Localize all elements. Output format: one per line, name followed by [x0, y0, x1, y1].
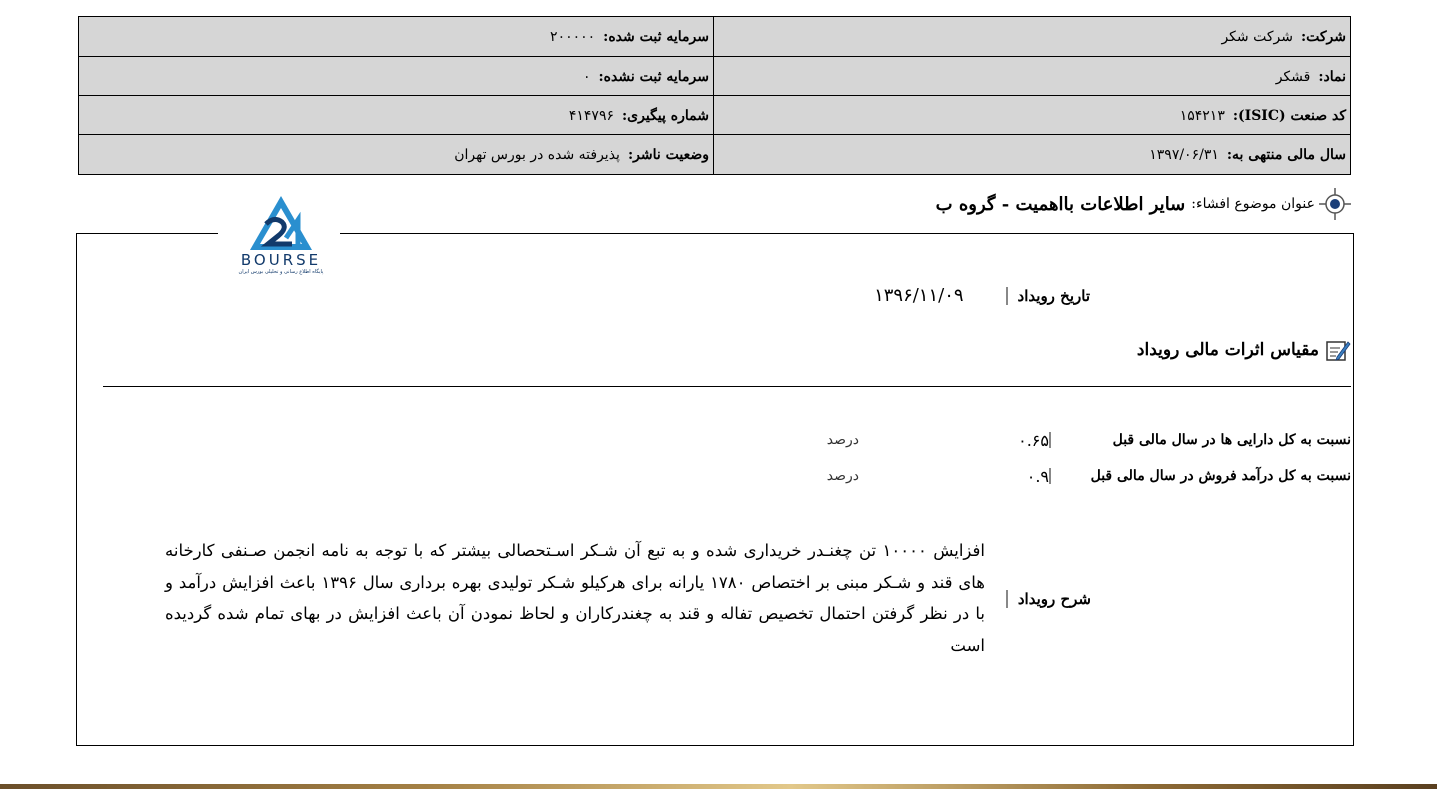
publisher-status-label: وضعیت ناشر:: [627, 146, 709, 163]
unregistered-capital-cell: [79, 57, 714, 96]
info-row-2: [79, 56, 1350, 96]
event-date-row: [874, 285, 1090, 306]
isic-label: کد صنعت (ISIC):: [1232, 107, 1346, 124]
event-frame: [76, 233, 1354, 746]
company-value: شرکت شکر: [1221, 28, 1293, 45]
target-icon: [1319, 188, 1351, 220]
disclosure-subject: [936, 188, 1351, 220]
fiscal-year-value: ۱۳۹۷/۰۶/۳۱: [1149, 146, 1219, 163]
unregistered-capital-label: سرمایه ثبت نشده:: [598, 68, 709, 85]
symbol-label: نماد:: [1318, 68, 1346, 85]
isic-value: ۱۵۴۲۱۳: [1179, 107, 1225, 124]
company-info-table: [78, 16, 1351, 175]
ratio-row-revenue: [827, 463, 1351, 489]
event-date-value: ۱۳۹۶/۱۱/۰۹: [874, 285, 964, 306]
fiscal-year-cell: [714, 135, 1350, 174]
disclosure-subject-value: سایر اطلاعات بااهمیت - گروه ب: [935, 193, 1186, 215]
ratio-assets-value: ۰.۶۵: [1018, 430, 1049, 450]
company-label: شرکت:: [1300, 28, 1346, 45]
section-title: مقیاس اثرات مالی رویداد: [1136, 340, 1319, 360]
bourse-logo: [222, 194, 340, 284]
ratio-assets-unit: درصد: [826, 432, 859, 448]
info-row-4: [79, 134, 1350, 174]
publisher-status-cell: [79, 135, 714, 174]
symbol-value: قشکر: [1275, 68, 1311, 85]
disclosure-subject-label: عنوان موضوع افشاء:: [1191, 196, 1315, 212]
tracking-number-cell: [79, 96, 714, 135]
publisher-status-value: پذیرفته شده در بورس تهران: [454, 146, 620, 163]
unregistered-capital-value: ۰: [582, 68, 591, 85]
isic-cell: [714, 96, 1350, 135]
tracking-number-value: ۴۱۴۷۹۶: [568, 107, 614, 124]
bourse-logo-subtitle: پایگاه اطلاع رسانی و تحلیلی بورس ایران: [238, 269, 324, 275]
registered-capital-label: سرمایه ثبت شده:: [603, 28, 709, 45]
bourse-logo-word: BOURSE: [240, 251, 322, 269]
registered-capital-value: ۲۰۰۰۰۰: [550, 28, 596, 45]
ratio-assets-label: نسبت به کل دارایی ها در سال مالی قبل: [1049, 432, 1351, 448]
info-row-3: [79, 95, 1350, 135]
section-divider: [103, 386, 1351, 387]
bottom-decorative-bar: [0, 784, 1437, 789]
info-row-1: [79, 17, 1350, 56]
tracking-number-label: شماره پیگیری:: [622, 107, 709, 124]
company-cell: [714, 17, 1350, 56]
event-date-label: تاریخ رویداد: [1006, 287, 1090, 305]
symbol-cell: [714, 57, 1350, 96]
bourse-logo-mark: [222, 194, 340, 254]
edit-icon: [1325, 338, 1351, 362]
ratio-revenue-unit: درصد: [826, 468, 859, 484]
event-description-text: افزایش ۱۰۰۰۰ تن چغنـدر خریداری شده و به تبع آن شـکر اسـتحصالی بیشتر که با توجه به نامه انجمن صـنفی کارخانه های قند و شـکر مبنی بر اختصاص ۱۷۸۰ یارانه برای هرکیلو شـکر تولیدی بهره برداری سال ۱۳۹۶ باعث افزایش درآمد و با در نظر گرفتن احتمال تخصیص تفاله و قند به چغندرکاران و لحاظ نمودن آن باعث افزایش در بهای تمام شده گردیده است: [165, 541, 985, 655]
ratio-revenue-value: ۰.۹: [1026, 466, 1049, 486]
ratio-row-assets: [827, 427, 1351, 453]
section-heading: [1137, 338, 1351, 362]
ratio-revenue-label: نسبت به کل درآمد فروش در سال مالی قبل: [1049, 468, 1351, 484]
event-description-label: شرح رویداد: [1006, 590, 1091, 608]
fiscal-year-label: سال مالی منتهی به:: [1226, 146, 1346, 163]
registered-capital-cell: [79, 17, 714, 56]
